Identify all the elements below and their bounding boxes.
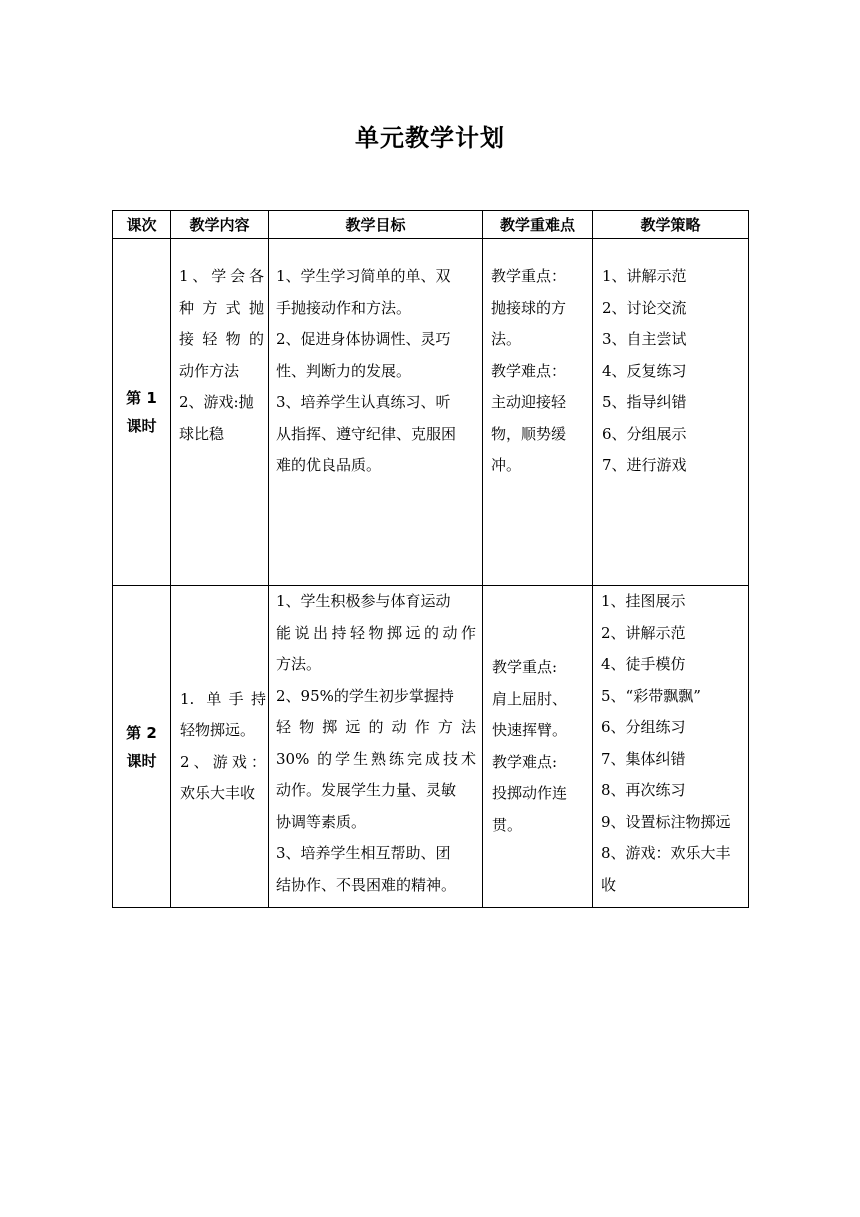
lesson-cell xyxy=(113,239,171,586)
key-point-line: 教学重点： xyxy=(491,267,567,285)
content-line: 欢乐大丰收 xyxy=(180,784,256,802)
content-line: 动作方法 xyxy=(179,361,240,380)
key-point-line: 冲。 xyxy=(491,456,522,474)
goal-line: 动作。发展学生力量、灵敏 xyxy=(276,781,457,799)
strategy-line: 2、讲解示范 xyxy=(601,623,686,642)
strategies-cell xyxy=(593,239,749,586)
goal-line: 1、学生积极参与体育运动 xyxy=(276,592,451,610)
strategy-line: 1、挂图展示 xyxy=(601,592,686,610)
content-cell xyxy=(171,239,269,586)
strategy-line: 4、反复练习 xyxy=(602,361,687,380)
lesson-cell xyxy=(113,586,171,908)
strategy-line: 7、进行游戏 xyxy=(602,456,687,474)
strategy-line: 6、分组练习 xyxy=(601,718,686,736)
key-point-line: 快速挥臂。 xyxy=(492,721,568,739)
goal-line: 手抛接动作和方法。 xyxy=(276,298,412,317)
key-point-line: 抛接球的方 xyxy=(491,298,567,317)
key-point-line: 物，顺势缓 xyxy=(491,424,567,443)
content-cell xyxy=(171,586,269,908)
content-line: 1. 单手持 xyxy=(180,689,266,708)
goals-cell xyxy=(269,586,483,908)
strategy-line: 8、游戏：欢乐大丰 xyxy=(601,844,731,862)
key-point-line: 肩上屈肘、 xyxy=(492,689,568,708)
header-key-points: 教学重难点 xyxy=(483,211,593,239)
page-title: 单元教学计划 xyxy=(355,124,505,152)
content-line: 接轻物的 xyxy=(179,330,264,348)
goal-line: 方法。 xyxy=(276,655,322,673)
strategy-line: 5、指导纠错 xyxy=(602,393,687,411)
goal-line: 2、促进身体协调性、灵巧 xyxy=(276,330,451,348)
lesson-label: 课时 xyxy=(126,417,157,435)
strategy-line: 5、“彩带飘飘” xyxy=(601,686,701,705)
goal-line: 2、95%的学生初步掌握持 xyxy=(276,686,454,705)
table-row xyxy=(113,586,749,908)
key-point-line: 教学重点: xyxy=(492,658,558,676)
goal-line: 3、培养学生相互帮助、团 xyxy=(276,844,451,862)
content-line: 1、学会各 xyxy=(179,267,264,285)
content-line: 2、游戏： xyxy=(180,752,266,771)
key-point-line: 教学难点: xyxy=(492,752,558,771)
header-row xyxy=(113,211,749,239)
strategy-line: 4、徒手模仿 xyxy=(601,655,686,673)
content-line: 球比稳 xyxy=(179,424,225,443)
goal-line: 轻物掷远的动作方法 xyxy=(276,718,476,736)
goal-line: 结协作、不畏困难的精神。 xyxy=(276,875,457,894)
key-point-line: 主动迎接轻 xyxy=(491,393,567,411)
goal-line: 3、培养学生认真练习、听 xyxy=(276,393,451,411)
table-row xyxy=(113,239,749,586)
key-points-cell xyxy=(483,586,593,908)
header-content: 教学内容 xyxy=(171,211,269,239)
strategy-line: 收 xyxy=(601,875,617,894)
strategies-cell xyxy=(593,586,749,908)
content-line: 种方式抛 xyxy=(179,298,264,317)
lesson-label: 课时 xyxy=(126,751,157,770)
strategy-line: 6、分组展示 xyxy=(602,424,687,443)
header-strategies: 教学策略 xyxy=(593,211,749,239)
key-point-line: 贯。 xyxy=(492,815,523,834)
key-point-line: 投掷动作连 xyxy=(492,784,568,802)
content-line: 2、游戏:抛 xyxy=(179,393,254,411)
goal-line: 难的优良品质。 xyxy=(276,456,382,474)
goal-line: 协调等素质。 xyxy=(276,812,367,831)
goals-cell xyxy=(269,239,483,586)
key-point-line: 法。 xyxy=(491,330,522,348)
goal-line: 1、学生学习简单的单、双 xyxy=(276,267,451,285)
header-lesson: 课次 xyxy=(113,211,171,239)
lesson-label: 第 2 xyxy=(126,723,157,742)
lesson-label: 第 1 xyxy=(126,389,157,407)
strategy-line: 8、再次练习 xyxy=(601,781,686,799)
strategy-line: 7、集体纠错 xyxy=(601,749,686,768)
strategy-line: 2、讨论交流 xyxy=(602,298,687,317)
key-point-line: 教学难点： xyxy=(491,361,567,380)
lesson-plan-table xyxy=(112,210,749,908)
content-line: 轻物掷远。 xyxy=(180,721,256,739)
strategy-line: 3、自主尝试 xyxy=(602,330,687,348)
strategy-line: 1、讲解示范 xyxy=(602,267,687,285)
header-goals: 教学目标 xyxy=(269,211,483,239)
goal-line: 性、判断力的发展。 xyxy=(276,361,412,380)
goal-line: 能说出持轻物掷远的动作 xyxy=(276,623,476,642)
strategy-line: 9、设置标注物掷远 xyxy=(601,812,731,831)
goal-line: 30% 的学生熟练完成技术 xyxy=(276,749,476,768)
goal-line: 从指挥、遵守纪律、克服困 xyxy=(276,424,457,443)
key-points-cell xyxy=(483,239,593,586)
